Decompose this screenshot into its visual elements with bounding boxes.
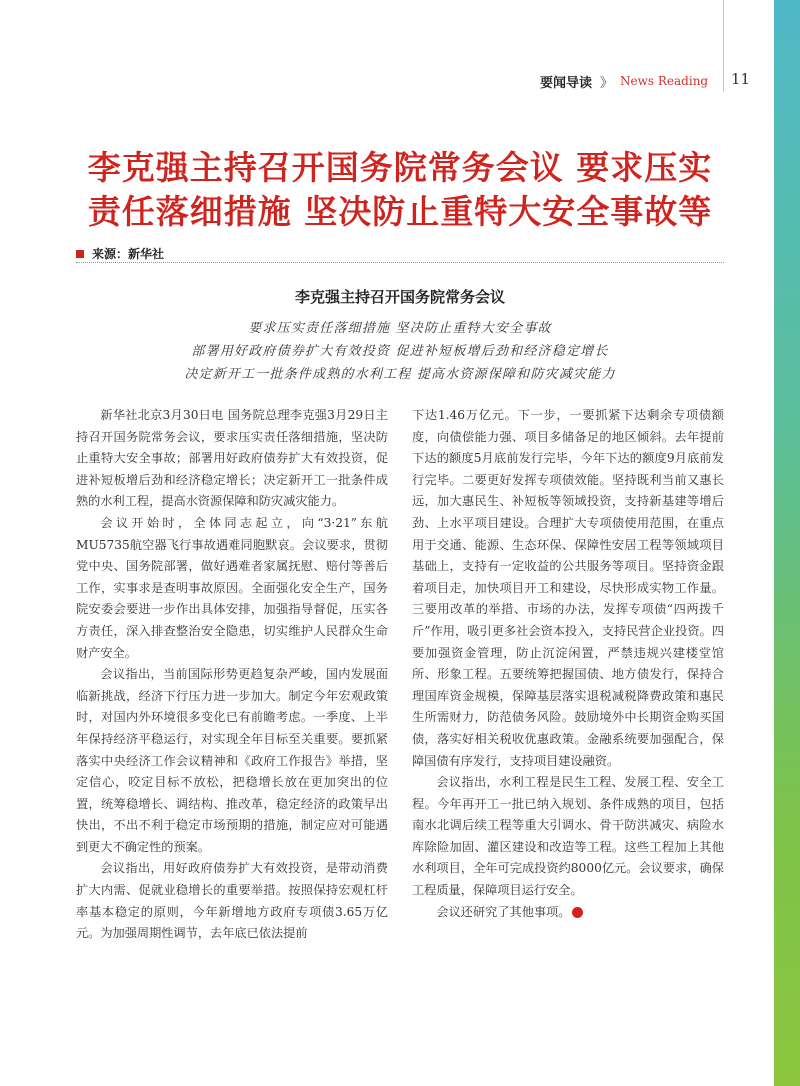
subtitle-line: 要求压实责任落细措施 坚决防止重特大安全事故	[248, 321, 552, 336]
paragraph: 会议指出，用好政府债券扩大有效投资，是带动消费扩大内需、促就业稳增长的重要举措。按照保持宏观杠杆率基本稳定的原则，今年新增地方政府专项债3.65万亿元。为加强周期性调节，去年底已依法提前	[76, 861, 388, 941]
paragraph: 会议指出，水利工程是民生工程、发展工程、安全工程。今年再开工一批已纳入规划、条件成熟的项目，包括南水北调后续工程等重大引调水、骨干防洪减灾、病险水库除险加固、灌区建设和改造等工程。这些工程加上其他水利项目，全年可完成投资约8000亿元。会议要求，确保工程质量，保障项目运行安全。	[412, 775, 724, 898]
section-title-en: News Reading	[620, 74, 709, 88]
page-number: 11	[731, 70, 751, 88]
paragraph: 新华社北京3月30日电 国务院总理李克强3月29日主持召开国务院常务会议，要求压实责任落细措施，坚决防止重特大安全事故；部署用好政府债券扩大有效投资，促进补短板增后劲和经济稳定增长；决定新开工一批条件成熟的水利工程，提高水资源保障和防灾减灾能力。	[76, 408, 388, 509]
source-label: 来源：	[92, 247, 129, 261]
dotted-divider	[76, 262, 724, 263]
section-header	[540, 70, 708, 92]
paragraph: 会议开始时，全体同志起立，向“3·21”东航MU5735航空器飞行事故遇难同胞默哀。会议要求，贯彻党中央、国务院部署，做好遇难者家属抚慰、赔付等善后工作，实事求是查明事故原因。全面强化安全生产，国务院安委会要进一步作出具体安排，加强指导督促，压实各方责任，深入排查整治安全隐患，切实维护人民群众生命财产安全。	[76, 515, 388, 660]
chevron-right-icon: 》	[600, 75, 611, 91]
title-line-2: 责任落细措施 坚决防止重特大安全事故等	[87, 192, 713, 231]
edge-color-bar	[774, 0, 800, 1086]
subtitle-line: 部署用好政府债券扩大有效投资 促进补短板增后劲和经济稳定增长	[191, 344, 609, 359]
subtitle-line: 决定新开工一批条件成熟的水利工程 提高水资源保障和防灾减灾能力	[184, 367, 616, 382]
source-line	[76, 245, 164, 262]
red-square-icon	[76, 250, 84, 258]
paragraph-last	[412, 902, 724, 924]
body-column-right	[412, 405, 724, 923]
paragraph: 会议指出，当前国际形势更趋复杂严峻，国内发展面临新挑战，经济下行压力进一步加大。制定今年宏观政策时，对国内外环境很多变化已有前瞻考虑。一季度、上半年保持经济平稳运行，对实现全年目标至关重要。要抓紧落实中央经济工作会议精神和《政府工作报告》举措，坚定信心，咬定目标不放松，把稳增长放在更加突出的位置，统筹稳增长、调结构、推改革，稳定经济的政策早出快出，不出不利于稳定市场预期的措施，制定应对可能遇到更大不确定性的预案。	[76, 667, 388, 854]
title-line-1: 李克强主持召开国务院常务会议 要求压实	[87, 148, 713, 187]
header-divider	[723, 0, 724, 92]
subtitle: 李克强主持召开国务院常务会议	[294, 288, 505, 306]
paragraph-continued: 下达1.46万亿元。下一步，一要抓紧下达剩余专项债额度，向债偿能力强、项目多储备足的地区倾斜。去年提前下达的额度5月底前发行完毕，今年下达的额度9月底前发行完毕。二要更好发挥专项债效能。坚持既利当前又惠长远，加大惠民生、补短板等领域投资，支持新基建等增后劲、上水平项目建设。合理扩大专项债使用范围，在重点用于交通、能源、生态环保、保障性安居工程等领域项目基础上，支持有一定收益的公共服务等项目。坚持资金跟着项目走，加快项目开工和建设，尽快形成实物工作量。三要用改革的举措、市场的办法，发挥专项债“四两拨千斤”作用，吸引更多社会资本投入，支持民营企业投资。四要加强资金管理，防止沉淀闲置，严禁违规兴建楼堂馆所、形象工程。五要统筹把握国债、地方债发行，保持合理国库资金规模，保障基层落实退税减税降费政策和惠民生所需财力，防范债务风险。鼓励境外中长期资金购买国债，落实好相关税收优惠政策。金融系统要加强配合，保障国债有序发行，支持项目建设融资。	[412, 408, 724, 768]
end-mark-icon: C	[572, 907, 583, 918]
article-title	[40, 146, 760, 234]
section-title-cn: 要闻导读	[540, 75, 593, 91]
subtitle-block	[76, 286, 724, 386]
source-value: 新华社	[128, 247, 165, 261]
paragraph-last-text: 会议还研究了其他事项。	[436, 904, 571, 919]
body-column-left	[76, 405, 388, 945]
